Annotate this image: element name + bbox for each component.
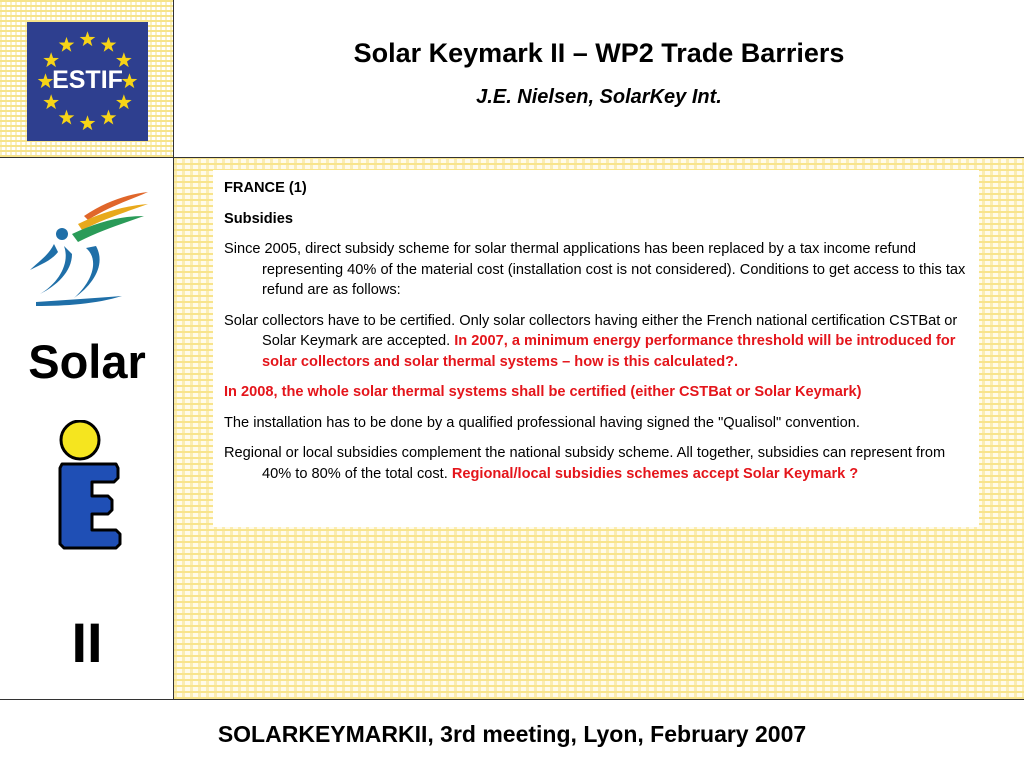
sidebar — [0, 158, 174, 699]
slide-header — [174, 0, 1024, 158]
logo-cell — [0, 0, 174, 158]
estif-logo-text: ESTIF — [52, 66, 123, 94]
slide-subtitle: J.E. Nielsen, SolarKey Int. — [476, 86, 722, 108]
paragraph-tax-refund: Since 2005, direct subsidy scheme for solar thermal applications has been replaced by a tax income refund representing 40% of the material cost (installation cost is not considered). Conditions to get access to this tax refund are as follows: — [224, 241, 966, 298]
paragraph-certification-text: Solar collectors have to be certified. Only solar collectors having either the French national certification CSTBat or Solar Keymark are accepted. — [224, 312, 958, 349]
paragraph-certification-highlight: In 2007, a minimum energy performance threshold will be introduced for solar collectors and solar thermal systems – how is this calculated?. — [262, 333, 956, 370]
paragraph-regional-highlight: Regional/local subsidies schemes accept Solar Keymark ? — [451, 465, 859, 482]
content-subheading: Subsidies — [224, 210, 293, 227]
solar-figure-icon — [26, 188, 150, 308]
content-heading: FRANCE (1) — [224, 180, 307, 196]
paragraph-installation: The installation has to be done by a qualified professional having signed the "Qualisol" convention. — [224, 414, 860, 431]
solar-label: Solar — [28, 335, 146, 388]
slide-title: Solar Keymark II – WP2 Trade Barriers — [353, 38, 845, 68]
paragraph-regional-subsidies — [224, 443, 969, 484]
paragraph-certification — [224, 311, 969, 373]
roman-numeral-label: II — [71, 611, 103, 674]
content-box — [213, 170, 979, 527]
eu-flag-icon — [27, 22, 148, 141]
footer-text: SOLARKEYMARKII, 3rd meeting, Lyon, February 2007 — [217, 721, 807, 747]
paragraph-2008-requirement: In 2008, the whole solar thermal systems shall be certified (either CSTBat or Solar Keymark) — [224, 384, 862, 400]
slide-footer — [0, 699, 1024, 768]
i-e-logo-icon — [56, 420, 126, 582]
paragraph-regional-text: Regional or local subsidies complement the national subsidy scheme. All together, subsidies can represent from 40% to 80% of the total cost. — [224, 445, 946, 482]
